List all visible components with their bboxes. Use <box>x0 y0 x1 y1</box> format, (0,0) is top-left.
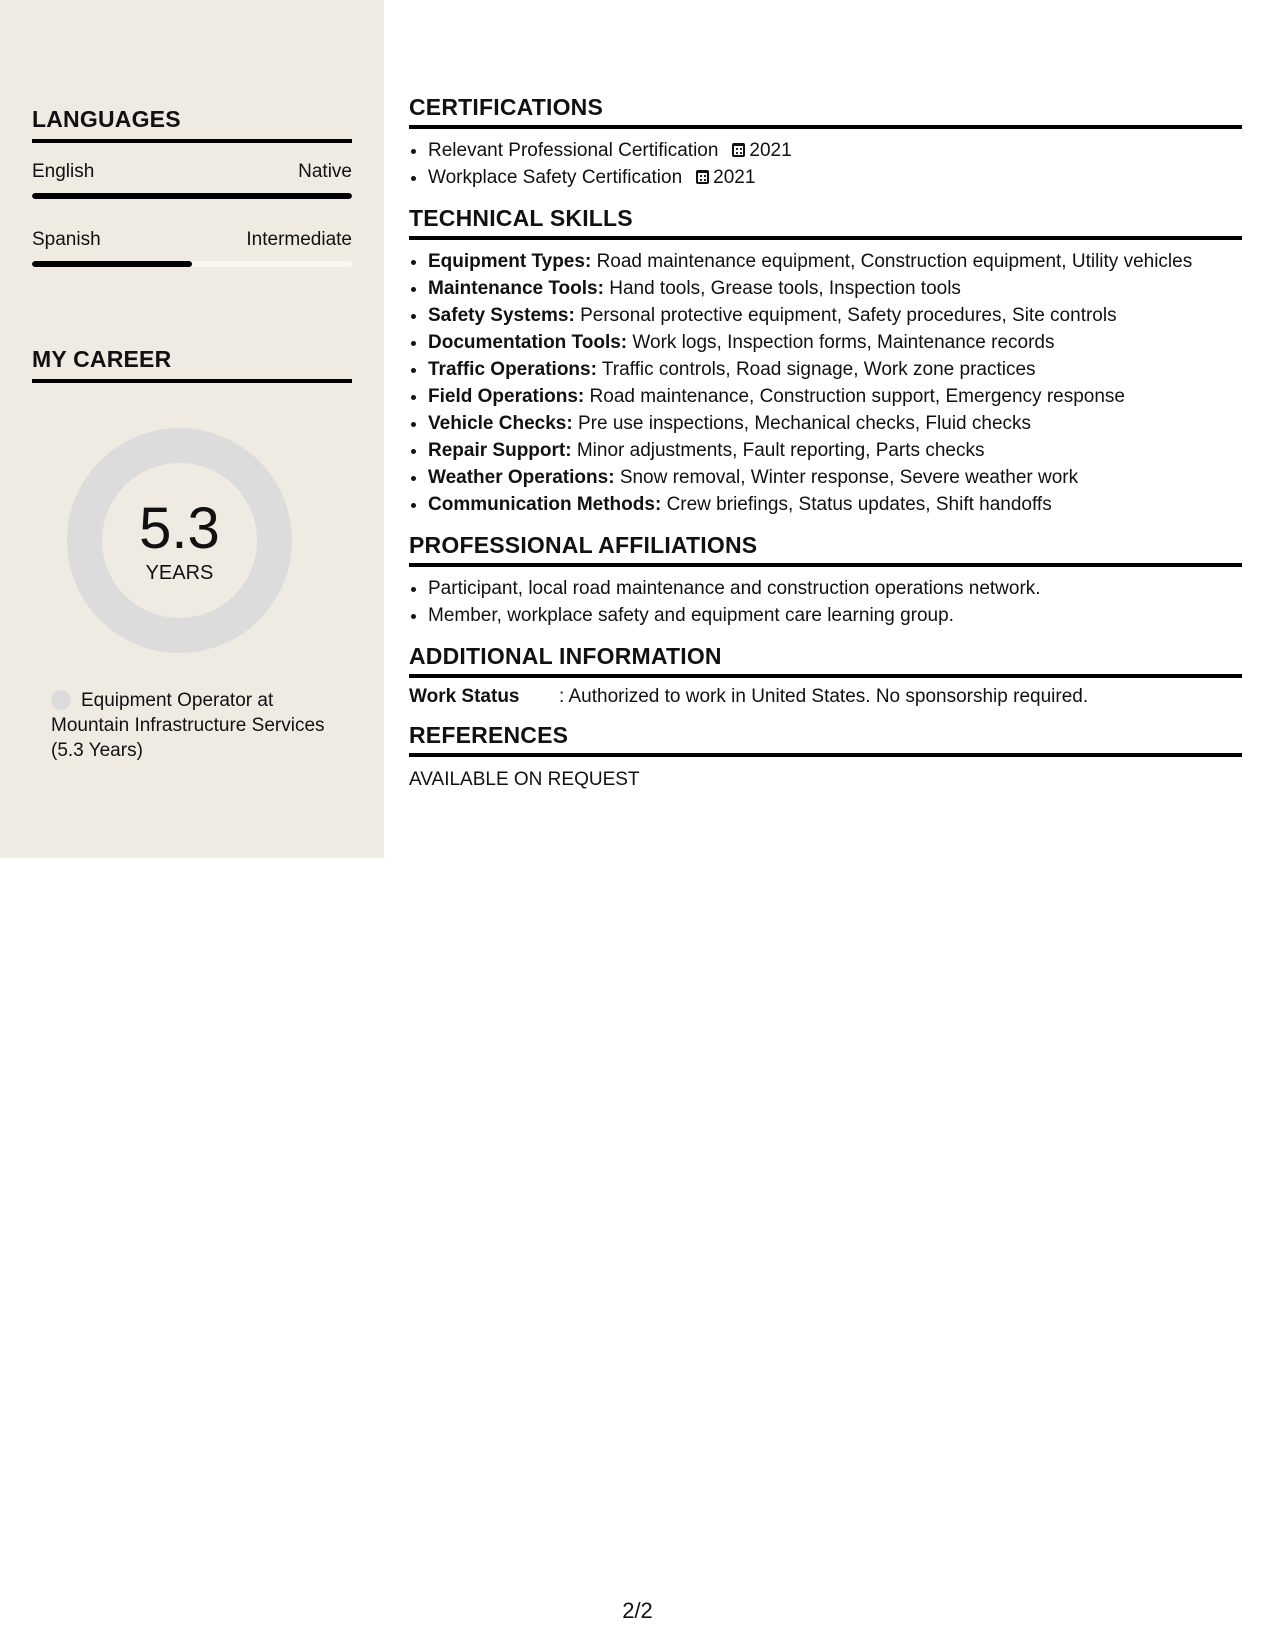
certification-name: Workplace Safety Certification <box>428 167 683 188</box>
affiliations-list <box>409 575 1242 629</box>
skill-text: Crew briefings, Status updates, Shift handoffs <box>666 494 1052 515</box>
list-item <box>428 410 1242 437</box>
skill-label: Repair Support: <box>428 440 572 461</box>
language-proficiency-fill <box>32 193 352 199</box>
donut-center <box>102 463 257 618</box>
list-item <box>428 302 1242 329</box>
main-content <box>409 94 1242 805</box>
list-item <box>428 491 1242 518</box>
career-years-unit: YEARS <box>145 562 214 584</box>
technical-skills-list <box>409 248 1242 518</box>
list-item: • Participant, local road maintenance and construction operations network. <box>428 575 1242 602</box>
certification-name: Relevant Professional Certification <box>428 140 719 161</box>
certification-year: 2021 <box>749 140 792 161</box>
language-name: English <box>32 161 95 182</box>
certification-date <box>696 167 755 188</box>
references-text: AVAILABLE ON REQUEST <box>409 769 640 790</box>
skill-label: Field Operations: <box>428 386 585 407</box>
technical-skills-heading: TECHNICAL SKILLS <box>409 205 1242 240</box>
certifications-heading: CERTIFICATIONS <box>409 94 1242 129</box>
page-number: 2/2 <box>622 1598 653 1623</box>
skill-label: Traffic Operations: <box>428 359 597 380</box>
languages-heading: LANGUAGES <box>32 106 352 143</box>
technical-skills-section <box>409 205 1242 518</box>
language-row <box>32 229 352 251</box>
skill-text: Work logs, Inspection forms, Maintenance records <box>632 332 1055 353</box>
career-section <box>32 346 352 383</box>
list-item <box>428 329 1242 356</box>
language-item-spanish <box>32 229 352 267</box>
skill-label: Maintenance Tools: <box>428 278 604 299</box>
skill-text: Traffic controls, Road signage, Work zone practices <box>601 359 1036 380</box>
career-dot-icon <box>51 690 71 710</box>
language-item-english <box>32 161 352 199</box>
career-entry-text: Equipment Operator at Mountain Infrastructure Services (5.3 Years) <box>51 690 325 761</box>
affiliations-heading: PROFESSIONAL AFFILIATIONS <box>409 532 1242 567</box>
skill-text: Personal protective equipment, Safety procedures, Site controls <box>580 305 1117 326</box>
list-item <box>428 275 1242 302</box>
language-level: Intermediate <box>246 229 352 250</box>
skill-label: Equipment Types: <box>428 251 592 272</box>
language-level: Native <box>298 161 352 182</box>
language-proficiency-bar <box>32 193 352 199</box>
language-proficiency-bar <box>32 261 352 267</box>
language-row <box>32 161 352 183</box>
references-heading: REFERENCES <box>409 722 1242 757</box>
work-status-label: Work Status <box>409 686 520 707</box>
skill-text: Pre use inspections, Mechanical checks, Fluid checks <box>577 413 1032 434</box>
certification-date <box>732 140 791 161</box>
calendar-icon <box>732 143 745 157</box>
list-item <box>428 356 1242 383</box>
list-item <box>428 248 1242 275</box>
skill-label: Safety Systems: <box>428 305 575 326</box>
affiliations-section <box>409 532 1242 629</box>
skill-label: Weather Operations: <box>428 467 615 488</box>
list-item <box>428 437 1242 464</box>
skill-text: Snow removal, Winter response, Severe weather work <box>619 467 1079 488</box>
career-years-donut <box>67 428 292 653</box>
career-entry <box>51 688 351 763</box>
language-proficiency-fill <box>32 261 192 267</box>
skill-text: Minor adjustments, Fault reporting, Parts checks <box>576 440 985 461</box>
list-item: • Member, workplace safety and equipment care learning group. <box>428 602 1242 629</box>
skill-label: Documentation Tools: <box>428 332 628 353</box>
career-heading: MY CAREER <box>32 346 352 383</box>
list-item <box>428 383 1242 410</box>
skill-text: Road maintenance equipment, Construction equipment, Utility vehicles <box>596 251 1193 272</box>
work-status-value: : Authorized to work in United States. No sponsorship required. <box>559 686 1089 707</box>
skill-label: Vehicle Checks: <box>428 413 573 434</box>
list-item <box>428 164 1242 191</box>
calendar-icon <box>696 170 709 184</box>
sidebar <box>0 0 384 858</box>
references-section <box>409 722 1242 791</box>
additional-info-heading: ADDITIONAL INFORMATION <box>409 643 1242 678</box>
work-status-row <box>409 686 1242 708</box>
certifications-section <box>409 94 1242 191</box>
skill-label: Communication Methods: <box>428 494 662 515</box>
language-name: Spanish <box>32 229 101 250</box>
career-years-value: 5.3 <box>139 496 220 561</box>
skill-text: Road maintenance, Construction support, Emergency response <box>589 386 1125 407</box>
skill-text: Hand tools, Grease tools, Inspection tools <box>609 278 961 299</box>
languages-section <box>32 106 352 267</box>
list-item <box>428 137 1242 164</box>
additional-info-section <box>409 643 1242 708</box>
certification-year: 2021 <box>713 167 756 188</box>
list-item <box>428 464 1242 491</box>
certifications-list <box>409 137 1242 191</box>
